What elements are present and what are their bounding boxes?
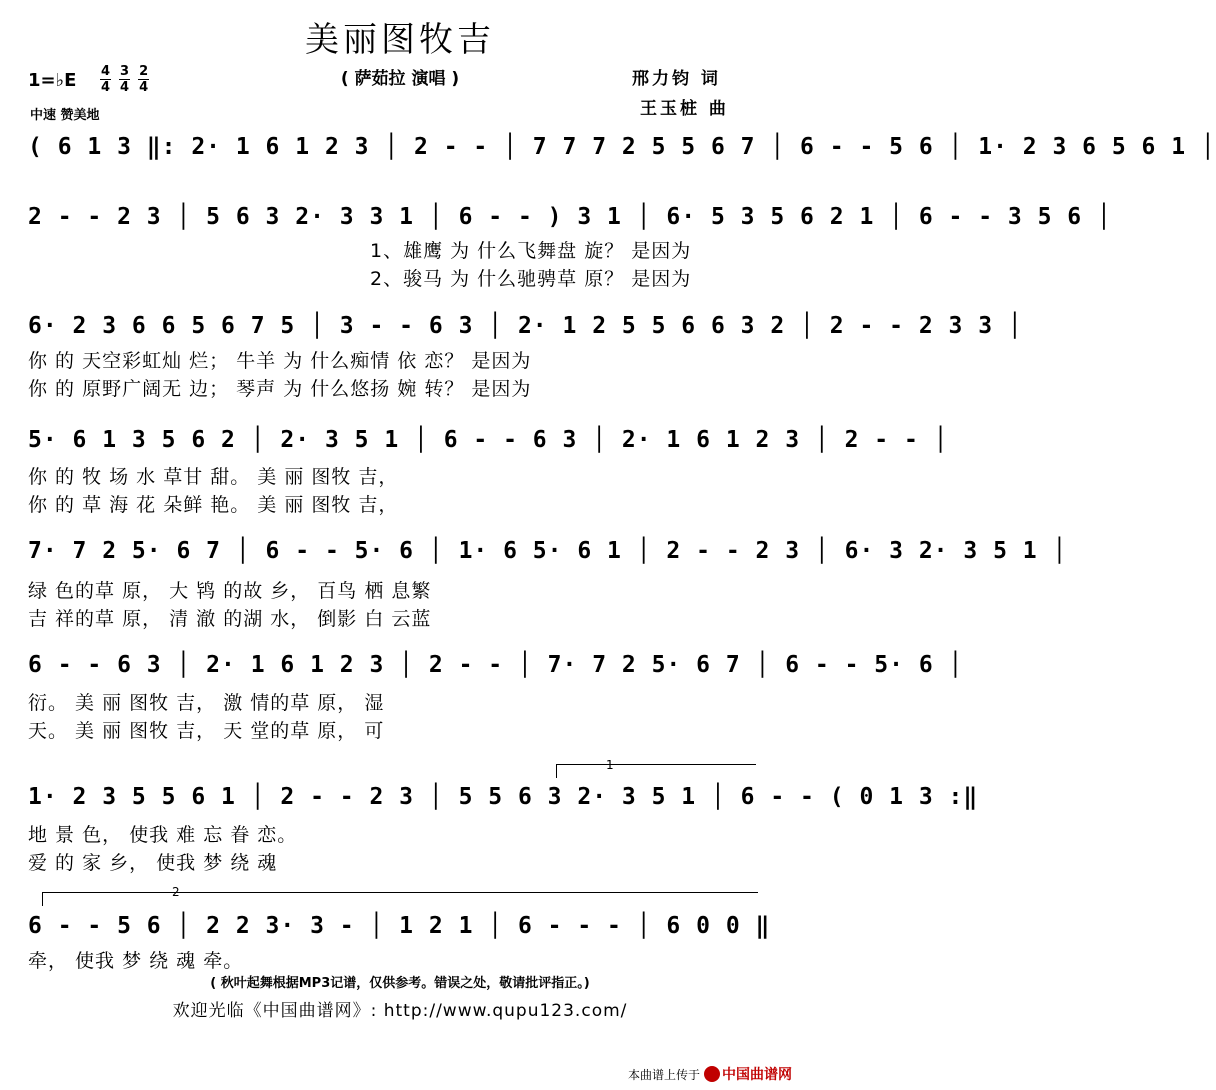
lyric-line: 你 的 草 海 花 朵鲜 艳。 美 丽 图牧 吉， <box>28 494 399 516</box>
lyric-line: 爱 的 家 乡， 使我 梦 绕 魂 <box>28 852 278 874</box>
lyric-line: 1、雄鹰 为 什么飞舞盘 旋？ 是因为 <box>370 240 692 262</box>
notation-row: 1· 2 3 5 5 6 1 │ 2 - - 2 3 │ 5 5 6 3 2· 3 5 1 │ 6 - - ( 0 1 3 :‖ <box>28 784 979 810</box>
song-title: 美丽图牧吉 <box>305 20 495 60</box>
lyric-line: 你 的 天空彩虹灿 烂； 牛羊 为 什么痴情 依 恋？ 是因为 <box>28 350 532 372</box>
lyric-line: 天。 美 丽 图牧 吉， 天 堂的草 原， 可 <box>28 720 385 742</box>
site-logo-text: 中国曲谱网 <box>722 1067 792 1083</box>
time-signature: $\frac{3}{4}$ <box>120 64 130 95</box>
volta-tick <box>556 764 557 778</box>
lyric-line: 2、骏马 为 什么驰骋草 原？ 是因为 <box>370 268 692 290</box>
notation-row: 2 - - 2 3 │ 5 6 3 2· 3 3 1 │ 6 - - ) 3 1 │ 6· 5 3 5 6 2 1 │ 6 - - 3 5 6 │ <box>28 204 1112 230</box>
upload-text: 本曲谱上传于 <box>627 1067 700 1082</box>
notation-row: 5· 6 1 3 5 6 2 │ 2· 3 5 1 │ 6 - - 6 3 │ 2· 1 6 1 2 3 │ 2 - - │ <box>28 427 949 453</box>
lyric-line: 地 景 色， 使我 难 忘 眷 恋。 <box>28 824 298 846</box>
volta-number: 2 <box>172 885 180 899</box>
lyric-line: 你 的 原野广阔无 边； 琴声 为 什么悠扬 婉 转？ 是因为 <box>28 378 532 400</box>
singer-credit: ( 萨茹拉 演唱 ) <box>340 69 460 89</box>
time-signature: $\frac{4}{4}$ <box>101 64 111 95</box>
volta-tick <box>42 892 43 906</box>
lyric-line: 衍。 美 丽 图牧 吉， 激 情的草 原， 湿 <box>28 692 385 714</box>
welcome-line: 欢迎光临《中国曲谱网》: http://www.qupu123.com/ <box>172 1001 628 1021</box>
site-logo-icon <box>704 1066 720 1082</box>
footnote: ( 秋叶起舞根据MP3记谱，仅供参考。错误之处，敬请批评指正。) <box>210 976 590 991</box>
lyricist-credit: 邢力钧 词 <box>632 69 721 89</box>
time-signatures <box>100 64 149 95</box>
tempo-marking: 中速 赞美地 <box>30 108 100 123</box>
volta-bracket-2 <box>42 892 758 893</box>
notation-row: 6 - - 6 3 │ 2· 1 6 1 2 3 │ 2 - - │ 7· 7 2 5· 6 7 │ 6 - - 5· 6 │ <box>28 652 964 678</box>
composer-credit: 王玉桩 曲 <box>640 99 729 119</box>
lyric-line: 绿 色的草 原， 大 鸨 的故 乡， 百鸟 栖 息繁 <box>28 580 432 602</box>
volta-number: 1 <box>606 758 614 772</box>
lyric-line: 牵， 使我 梦 绕 魂 牵。 <box>28 950 244 972</box>
upload-credit <box>628 1064 792 1084</box>
time-signature: $\frac{2}{4}$ <box>139 64 149 95</box>
notation-row: 6 - - 5 6 │ 2 2 3· 3 - │ 1 2 1 │ 6 - - - │ 6 0 0 ‖ <box>28 913 771 939</box>
notation-row: ( 6 1 3 ‖: 2· 1 6 1 2 3 │ 2 - - │ 7 7 7 2 5 5 6 7 │ 6 - - 5 6 │ 1· 2 3 6 5 6 1 │ <box>28 134 1216 160</box>
notation-row: 6· 2 3 6 6 5 6 7 5 │ 3 - - 6 3 │ 2· 1 2 5 5 6 6 3 2 │ 2 - - 2 3 3 │ <box>28 313 1023 339</box>
notation-row: 7· 7 2 5· 6 7 │ 6 - - 5· 6 │ 1· 6 5· 6 1 │ 2 - - 2 3 │ 6· 3 2· 3 5 1 │ <box>28 538 1068 564</box>
key-signature: 1=♭E <box>28 70 77 91</box>
lyric-line: 你 的 牧 场 水 草甘 甜。 美 丽 图牧 吉， <box>28 466 399 488</box>
volta-bracket-1 <box>556 764 756 765</box>
lyric-line: 吉 祥的草 原， 清 澈 的湖 水， 倒影 白 云蓝 <box>28 608 432 630</box>
site-logo[interactable] <box>704 1064 792 1084</box>
